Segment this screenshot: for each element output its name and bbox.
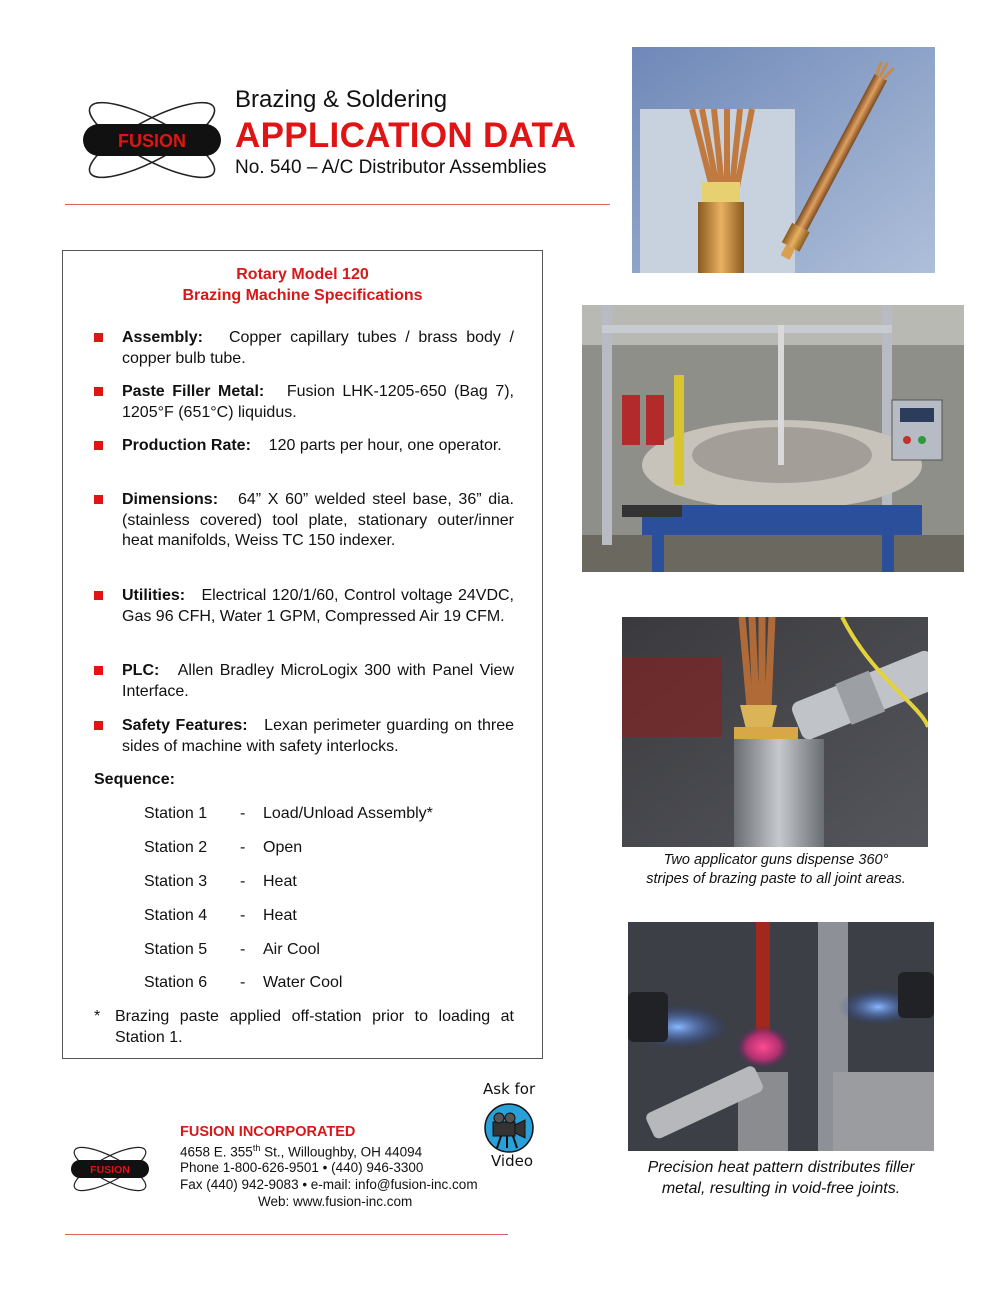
applicator-caption-line1: Two applicator guns dispense 360° bbox=[663, 852, 889, 868]
spec-item-plc bbox=[94, 661, 514, 702]
applicator-caption-line2: stripes of brazing paste to all joint areas. bbox=[646, 871, 906, 887]
spec-label: Dimensions: bbox=[122, 491, 219, 508]
ask-for-label: Ask for bbox=[483, 1080, 536, 1098]
sequence-label: Sequence: bbox=[94, 771, 175, 788]
fusion-logo-small bbox=[68, 1140, 152, 1198]
spec-text: Copper capillary tubes / brass body / copper bulb tube. bbox=[122, 329, 515, 367]
spec-text: Electrical 120/1/60, Control voltage 24VDC, Gas 96 CFH, Water 1 GPM, Compressed Air 19 CFM. bbox=[122, 587, 515, 625]
station-dash: - bbox=[240, 805, 246, 822]
spec-text: 120 parts per hour, one operator. bbox=[268, 437, 502, 454]
bullet-square bbox=[94, 441, 103, 450]
station-dash: - bbox=[240, 907, 246, 924]
station-dash: - bbox=[240, 941, 246, 958]
company-fax-email[interactable]: Fax (440) 942-9083 • e-mail: info@fusion-inc.com bbox=[180, 1177, 478, 1192]
heat-caption-line1: Precision heat pattern distributes filler bbox=[647, 1159, 915, 1176]
bullet-square bbox=[94, 666, 103, 675]
spec-text: Lexan perimeter guarding on three sides of machine with safety interlocks. bbox=[122, 717, 514, 755]
logo-text: FUSION bbox=[117, 131, 187, 151]
station-name: Station 5 bbox=[144, 941, 208, 958]
spec-label: Utilities: bbox=[122, 587, 186, 604]
spec-item-paste-filler bbox=[94, 382, 514, 423]
station-name: Station 4 bbox=[144, 907, 208, 924]
bullet-square bbox=[94, 495, 103, 504]
spec-item-dimensions bbox=[94, 490, 514, 552]
station-name: Station 2 bbox=[144, 839, 208, 856]
station-task: Air Cool bbox=[263, 941, 320, 958]
spec-text: Fusion LHK-1205-650 (Bag 7), 1205°F (651°C) liquidus. bbox=[122, 383, 515, 421]
logo-text-small: FUSION bbox=[90, 1164, 130, 1176]
spec-label: Paste Filler Metal: bbox=[122, 383, 265, 400]
spec-label: Production Rate: bbox=[122, 437, 251, 454]
header-divider bbox=[65, 204, 610, 205]
applicator-gun-photo bbox=[622, 617, 928, 847]
company-phone: Phone 1-800-626-9501 • (440) 946-3300 bbox=[180, 1160, 424, 1175]
spec-title-line2: Brazing Machine Specifications bbox=[182, 287, 423, 304]
station-dash: - bbox=[240, 873, 246, 890]
heat-pattern-photo bbox=[628, 922, 934, 1151]
spec-text: 64” X 60” welded steel base, 36” dia. (stainless covered) tool plate, stationary outer/inner heat manifolds, Weiss TC 150 indexer. bbox=[122, 491, 514, 549]
spec-item-utilities bbox=[94, 586, 514, 627]
company-address bbox=[180, 1143, 422, 1160]
address-sup: th bbox=[252, 1143, 261, 1153]
spec-item-safety bbox=[94, 716, 514, 757]
spec-label: Assembly: bbox=[122, 329, 203, 346]
station-dash: - bbox=[240, 974, 246, 991]
station-task: Heat bbox=[263, 873, 297, 890]
spec-label: PLC: bbox=[122, 662, 160, 679]
bullet-square bbox=[94, 333, 103, 342]
spec-title-line1: Rotary Model 120 bbox=[236, 266, 369, 283]
bullet-square bbox=[94, 591, 103, 600]
page-title: APPLICATION DATA bbox=[235, 116, 577, 155]
station-name: Station 3 bbox=[144, 873, 208, 890]
station-task: Open bbox=[263, 839, 303, 856]
bullet-square bbox=[94, 387, 103, 396]
heat-caption-line2: metal, resulting in void-free joints. bbox=[661, 1180, 901, 1197]
footer-divider bbox=[65, 1234, 508, 1235]
document-number: No. 540 – A/C Distributor Assemblies bbox=[235, 157, 547, 178]
video-label[interactable]: Video bbox=[491, 1152, 534, 1170]
station-name: Station 6 bbox=[144, 974, 208, 991]
station-dash: - bbox=[240, 839, 246, 856]
address-post: St., Willoughby, OH 44094 bbox=[260, 1144, 423, 1160]
rotary-machine-photo bbox=[582, 305, 964, 572]
station-task: Water Cool bbox=[263, 974, 343, 991]
spec-item-production-rate bbox=[94, 436, 514, 457]
spec-box bbox=[62, 250, 543, 1059]
bullet-square bbox=[94, 721, 103, 730]
spec-label: Safety Features: bbox=[122, 717, 248, 734]
footnote bbox=[94, 1007, 514, 1048]
spec-item-assembly bbox=[94, 328, 514, 369]
header-subtitle: Brazing & Soldering bbox=[235, 86, 448, 113]
station-task: Heat bbox=[263, 907, 297, 924]
distributor-assembly-photo bbox=[632, 47, 935, 273]
footnote-text: Brazing paste applied off-station prior to loading at Station 1. bbox=[115, 1008, 514, 1046]
address-pre: 4658 E. 355 bbox=[180, 1144, 253, 1160]
footnote-star: * bbox=[94, 1008, 101, 1025]
station-name: Station 1 bbox=[144, 805, 208, 822]
station-task: Load/Unload Assembly* bbox=[263, 805, 433, 822]
company-name: FUSION INCORPORATED bbox=[180, 1124, 356, 1140]
video-camera-icon[interactable] bbox=[483, 1102, 535, 1154]
spec-text: Allen Bradley MicroLogix 300 with Panel View Interface. bbox=[122, 662, 514, 700]
fusion-logo bbox=[78, 90, 226, 190]
company-web[interactable]: Web: www.fusion-inc.com bbox=[258, 1194, 413, 1209]
